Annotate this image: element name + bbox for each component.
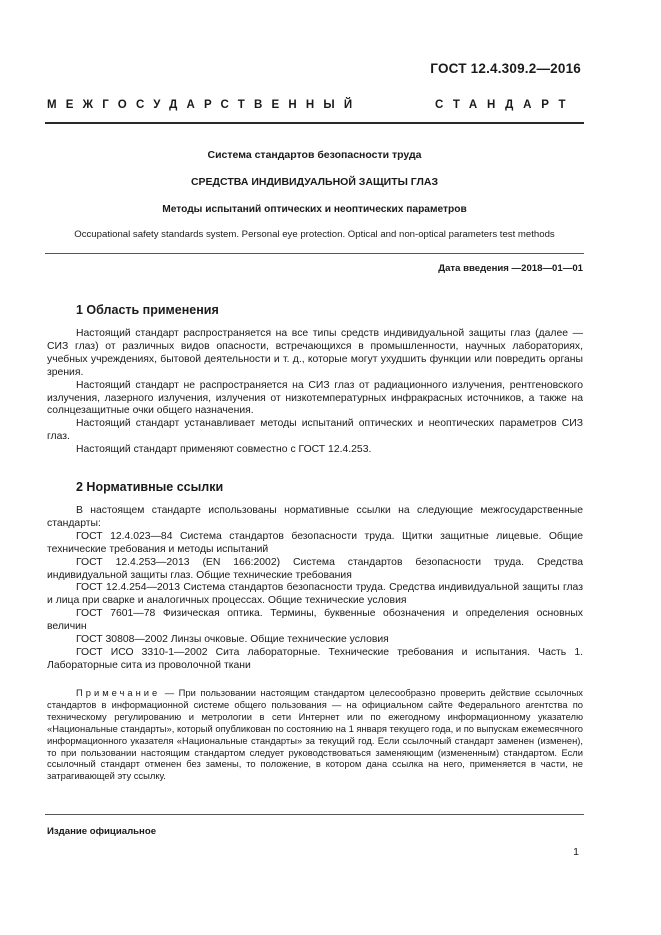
reference-item: ГОСТ 12.4.023—84 Система стандартов безопасности труда. Щитки защитные лицевые. Общие технические требования и методы испытаний: [47, 530, 583, 555]
system-title: Система стандартов безопасности труда: [207, 149, 422, 161]
edition-label: Издание официальное: [47, 826, 157, 837]
paragraph: Настоящий стандарт устанавливает методы испытаний оптических и неоптических параметров СИЗ глаз.: [47, 418, 583, 443]
reference-item: ГОСТ 7601—78 Физическая оптика. Термины, буквенные обозначения и определения основных величин: [47, 608, 583, 633]
paragraph: Настоящий стандарт применяют совместно с ГОСТ 12.4.253.: [76, 444, 372, 456]
page-number: 1: [573, 846, 579, 858]
reference-item: ГОСТ 12.4.253—2013 (EN 166:2002) Система стандартов безопасности труда. Средства индивидуальной защиты глаз. Общие технические требования: [47, 556, 583, 581]
standard-label: СТАНДАРТ: [435, 99, 576, 111]
note-block: [47, 687, 583, 782]
standard-type-label: МЕЖГОСУДАРСТВЕННЫЙ: [47, 99, 362, 111]
header-divider: [45, 122, 584, 124]
paragraph: Настоящий стандарт не распространяется на СИЗ глаз от радиационного излучения, рентгеновского излучения, лазерного излучения, излучения от низкотемпературных инфракрасных источников, а также на солнцезащитные очки общего назначения.: [47, 379, 583, 417]
standard-code: ГОСТ 12.4.309.2—2016: [430, 61, 581, 76]
reference-item: ГОСТ ИСО 3310-1—2002 Сита лабораторные. Технические требования и испытания. Часть 1. Лабораторные сита из проволочной ткани: [47, 646, 583, 671]
note-label: Примечание: [76, 687, 161, 698]
english-title: Occupational safety standards system. Personal eye protection. Optical and non-optical parameters test methods: [74, 229, 555, 240]
reference-item: ГОСТ 30808—2002 Линзы очковые. Общие технические условия: [76, 634, 389, 646]
reference-item: ГОСТ 12.4.254—2013 Система стандартов безопасности труда. Средства индивидуальной защиты глаз и лица при сварке и аналогичных процессах. Общие технические условия: [47, 582, 583, 607]
introduction-date: Дата введения —2018—01—01: [438, 263, 583, 274]
document-subtitle: Методы испытаний оптических и неоптических параметров: [162, 204, 467, 215]
section-1-body: [47, 328, 583, 457]
note-text: — При пользовании настоящим стандартом целесообразно проверить действие ссылочных стандартов в информационной системе общего пользования — на официальном сайте Федерального агентства по техническому регулированию и метрологии в сети Интернет или по ежегодному информационному указателю «Национальные стандарты», который опубликован по состоянию на 1 января текущего года, и по выпускам ежемесячного информационного указателя «Национальные стандарты» за текущий год. Если ссылочный стандарт заменен (изменен), то при пользовании настоящим стандартом следует руководствоваться заменяющим (измененным) стандартом. Если ссылочный стандарт отменен без замены, то положение, в котором дана ссылка на него, применяется в части, не затрагивающей эту ссылку.: [47, 687, 583, 782]
document-title: СРЕДСТВА ИНДИВИДУАЛЬНОЙ ЗАЩИТЫ ГЛАЗ: [190, 176, 439, 188]
section-1-heading: 1 Область применения: [76, 303, 219, 317]
paragraph: Настоящий стандарт распространяется на все типы средств индивидуальной защиты глаз (далее — СИЗ глаз) от различных видов опасности, встречающихся в промышленности, научных лабораториях, учебных учреждениях, бытовой деятельности и т. д., которые могут ухудшить функции или повредить органы зрения.: [47, 328, 583, 378]
footer-divider: [45, 814, 584, 815]
title-divider: [45, 253, 584, 254]
paragraph: В настоящем стандарте использованы нормативные ссылки на следующие межгосударственные стандарты:: [47, 505, 583, 529]
section-2-body: [47, 505, 583, 673]
section-2-heading: 2 Нормативные ссылки: [76, 480, 224, 494]
